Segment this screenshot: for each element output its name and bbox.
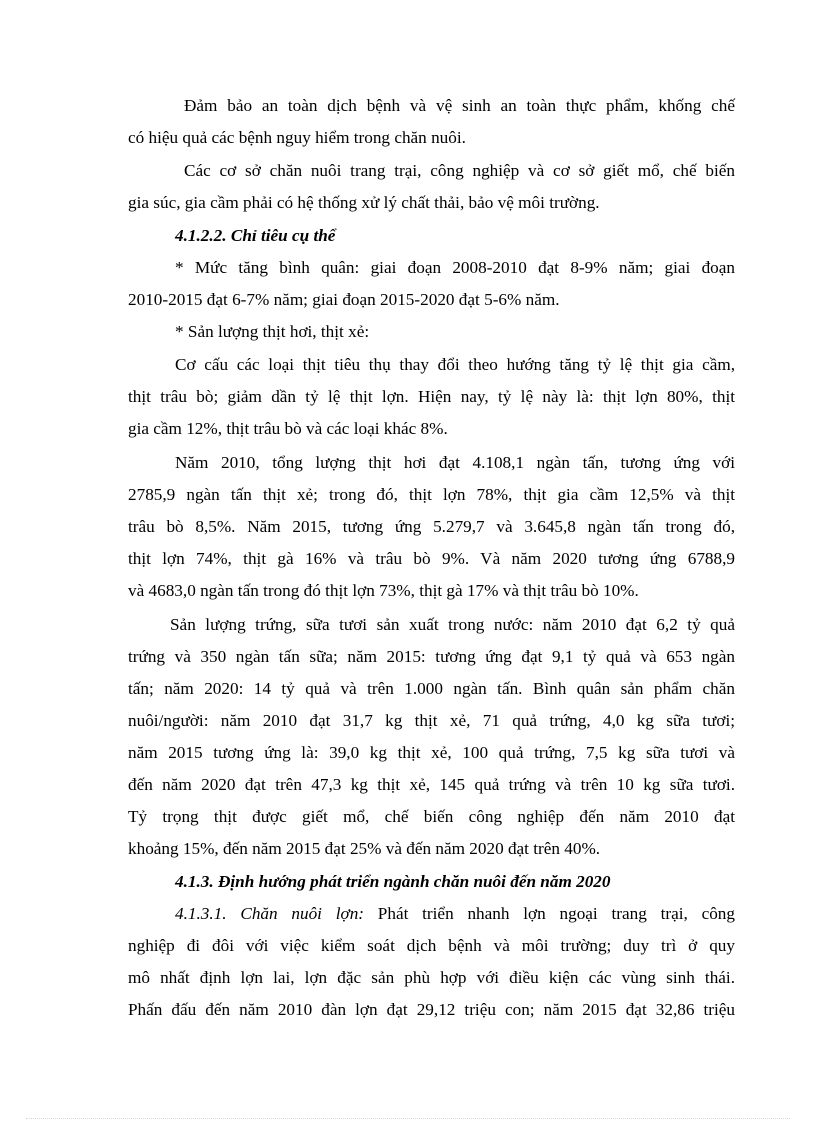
text-line: và 4683,0 ngàn tấn trong đó thịt lợn 73%, thịt gà 17% và thịt trâu bò 10%. — [128, 581, 639, 600]
text-line: nghiệp đi đôi với việc kiểm soát dịch bệnh và môi trường; duy trì ở quy — [128, 936, 735, 955]
text-line: Tỷ trọng thịt được giết mổ, chế biến công nghiệp đến năm 2010 đạt — [128, 807, 735, 826]
text-line: Các cơ sở chăn nuôi trang trại, công nghiệp và cơ sở giết mổ, chế biến — [184, 161, 735, 180]
subsection-label: 4.1.3.1. Chăn nuôi lợn: — [175, 904, 365, 923]
text-line: * Sản lượng thịt hơi, thịt xẻ: — [175, 322, 370, 341]
text-line: Sản lượng trứng, sữa tươi sản xuất trong nước: năm 2010 đạt 6,2 tỷ quả — [170, 615, 735, 634]
text-line: trứng và 350 ngàn tấn sữa; năm 2015: tương ứng đạt 9,1 tỷ quả và 653 ngàn — [128, 647, 735, 666]
text-line: 2010-2015 đạt 6-7% năm; giai đoạn 2015-2020 đạt 5-6% năm. — [128, 290, 560, 309]
text-span: Phát triển nhanh lợn ngoại trang trại, công — [364, 904, 735, 923]
text-line: có hiệu quả các bệnh nguy hiểm trong chăn nuôi. — [128, 128, 466, 147]
text-line: đến năm 2020 đạt trên 47,3 kg thịt xẻ, 145 quả trứng và trên 10 kg sữa tươi. — [128, 775, 735, 794]
section-heading: 4.1.2.2. Chỉ tiêu cụ thể — [175, 226, 336, 245]
text-line: Phấn đấu đến năm 2010 đàn lợn đạt 29,12 triệu con; năm 2015 đạt 32,86 triệu — [128, 1000, 735, 1019]
text-line: trâu bò 8,5%. Năm 2015, tương ứng 5.279,7 và 3.645,8 ngàn tấn trong đó, — [128, 517, 735, 536]
text-line: nuôi/người: năm 2010 đạt 31,7 kg thịt xẻ, 71 quả trứng, 4,0 kg sữa tươi; — [128, 711, 735, 730]
text-line: gia súc, gia cầm phải có hệ thống xử lý chất thải, bảo vệ môi trường. — [128, 193, 600, 212]
text-line: tấn; năm 2020: 14 tỷ quả và trên 1.000 ngàn tấn. Bình quân sản phẩm chăn — [128, 679, 735, 698]
text-line: năm 2015 tương ứng là: 39,0 kg thịt xẻ, 100 quả trứng, 7,5 kg sữa tươi và — [128, 743, 735, 762]
text-line: thịt trâu bò; giảm dần tỷ lệ thịt lợn. Hiện nay, tỷ lệ này là: thịt lợn 80%, thịt — [128, 387, 735, 406]
text-line: 2785,9 ngàn tấn thịt xẻ; trong đó, thịt lợn 78%, thịt gia cầm 12,5% và thịt — [128, 485, 735, 504]
text-line — [175, 900, 735, 928]
text-line: Năm 2010, tổng lượng thịt hơi đạt 4.108,1 ngàn tấn, tương ứng với — [175, 453, 735, 472]
text-line: Đảm bảo an toàn dịch bệnh và vệ sinh an toàn thực phẩm, khống chế — [184, 96, 735, 115]
text-line: mô nhất định lợn lai, lợn đặc sản phù hợp với điều kiện các vùng sinh thái. — [128, 968, 735, 987]
section-heading: 4.1.3. Định hướng phát triển ngành chăn nuôi đến năm 2020 — [175, 872, 611, 891]
page-bottom-divider — [26, 1118, 790, 1119]
text-line: thịt lợn 74%, thịt gà 16% và trâu bò 9%. Và năm 2020 tương ứng 6788,9 — [128, 549, 735, 568]
text-line: gia cầm 12%, thịt trâu bò và các loại khác 8%. — [128, 419, 448, 438]
text-line: khoảng 15%, đến năm 2015 đạt 25% và đến năm 2020 đạt trên 40%. — [128, 839, 601, 858]
text-line: Cơ cấu các loại thịt tiêu thụ thay đổi theo hướng tăng tỷ lệ thịt gia cầm, — [175, 355, 735, 374]
text-line: * Mức tăng bình quân: giai đoạn 2008-2010 đạt 8-9% năm; giai đoạn — [175, 258, 735, 277]
